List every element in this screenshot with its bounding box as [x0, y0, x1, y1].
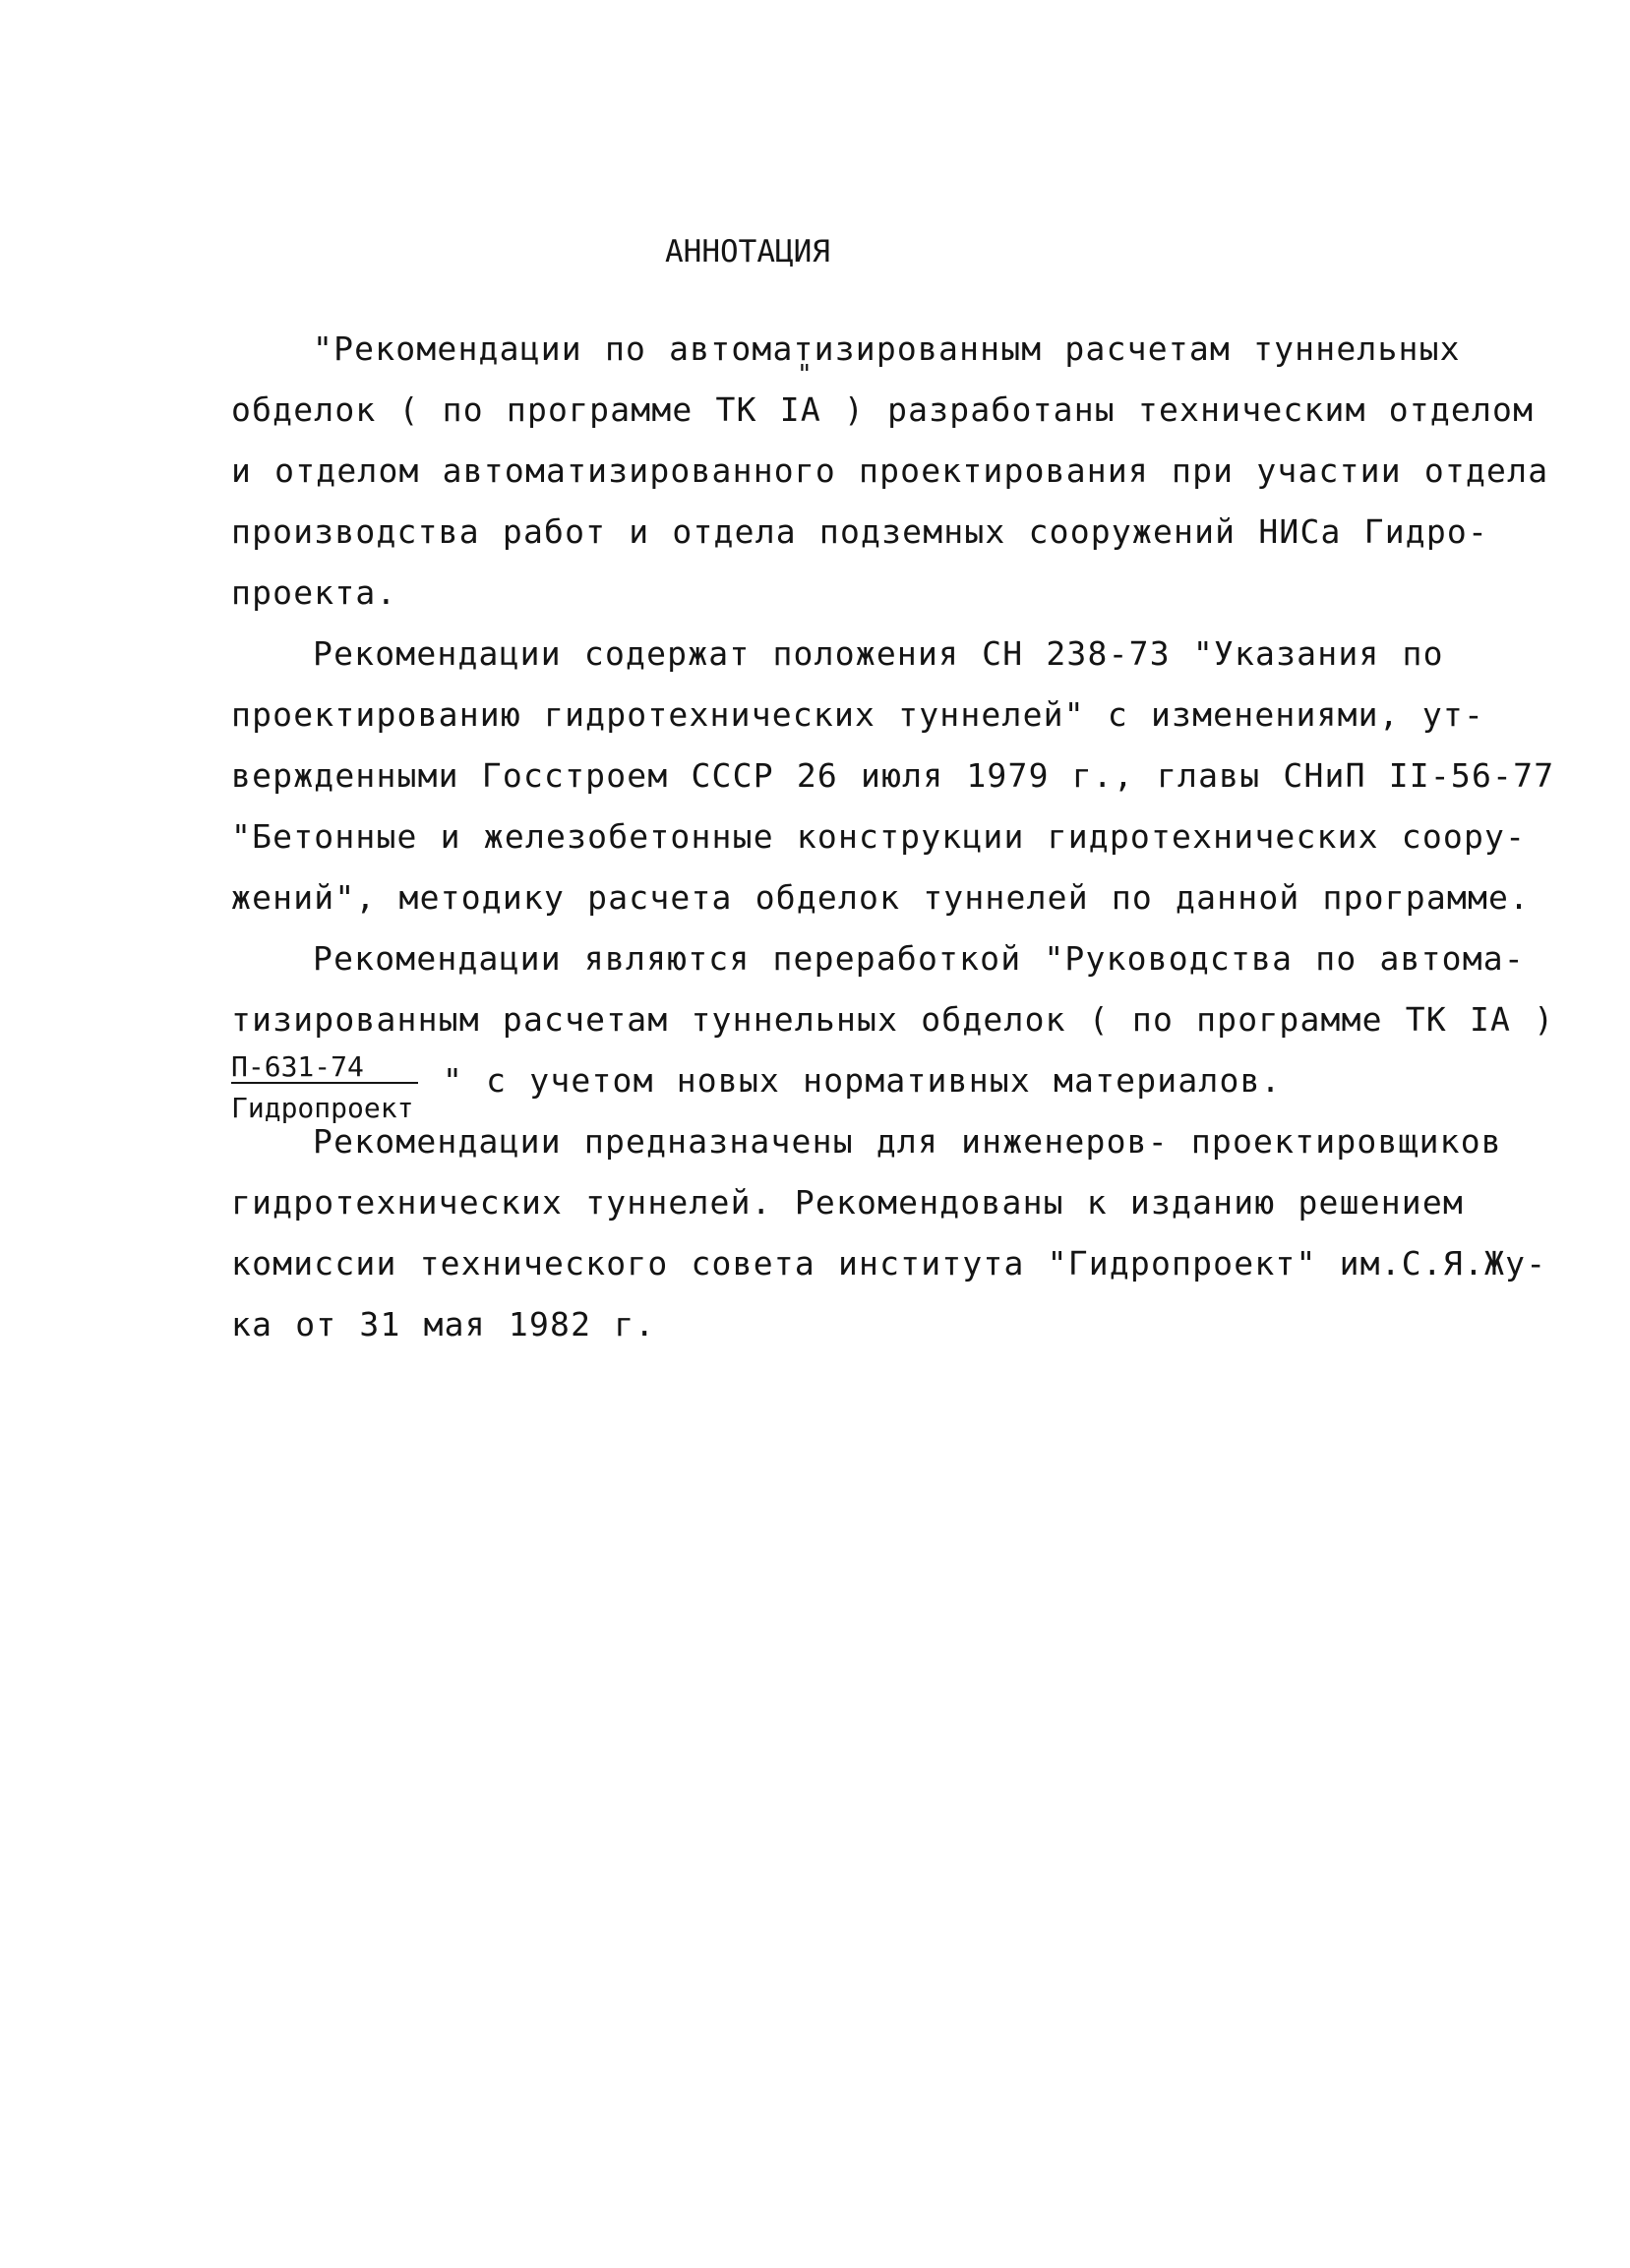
paragraph1-line2: обделок ( по программе ТК IА ) разработаны техническим отделом — [231, 390, 1535, 429]
paragraph2-line1: Рекомендации содержат положения СН 238-73 "Указания по — [313, 634, 1444, 673]
paragraph2-line3: вержденными Госстроем СССР 26 июля 1979 г., главы СНиП II-56-77 — [231, 756, 1555, 795]
paragraph3-line3: " с учетом новых нормативных материалов. — [443, 1061, 1282, 1100]
paragraph3-line1: Рекомендации являются переработкой "Руководства по автома- — [313, 939, 1525, 978]
paragraph4-line3: комиссии технического совета института "Гидропроект" им.С.Я.Жу- — [231, 1244, 1547, 1283]
paragraph1-line3: и отделом автоматизированного проектирования при участии отдела — [231, 451, 1549, 490]
paragraph1-line1: "Рекомендации по автоматизированным расчетам туннельных — [313, 329, 1461, 368]
document-reference-organization: Гидропроект — [231, 1092, 414, 1124]
document-reference-number — [231, 1050, 418, 1084]
paragraph1-line5: проекта. — [231, 573, 397, 612]
paragraph2-line2: проектированию гидротехнических туннелей" с изменениями, ут- — [231, 695, 1485, 734]
paragraph1-line4: производства работ и отдела подземных сооружений НИСа Гидро- — [231, 512, 1489, 551]
reference-number-text: П-631-74 — [231, 1052, 418, 1084]
paragraph4-line2: гидротехнических туннелей. Рекомендованы к изданию решением — [231, 1183, 1464, 1222]
paragraph2-line4: "Бетонные и железобетонные конструкции гидротехнических соору- — [231, 817, 1527, 856]
paragraph2-line5: жений", методику расчета обделок туннелей по данной программе. — [231, 878, 1531, 917]
paragraph3-line2: тизированным расчетам туннельных обделок ( по программе ТК IА ) — [231, 1000, 1555, 1039]
paragraph4-line4: ка от 31 мая 1982 г. — [231, 1305, 656, 1343]
paragraph4-line1: Рекомендации предназначены для инженеров- проектировщиков — [313, 1122, 1502, 1161]
closing-quote-mark: " — [797, 360, 813, 389]
page-title: АННОТАЦИЯ — [665, 234, 830, 269]
